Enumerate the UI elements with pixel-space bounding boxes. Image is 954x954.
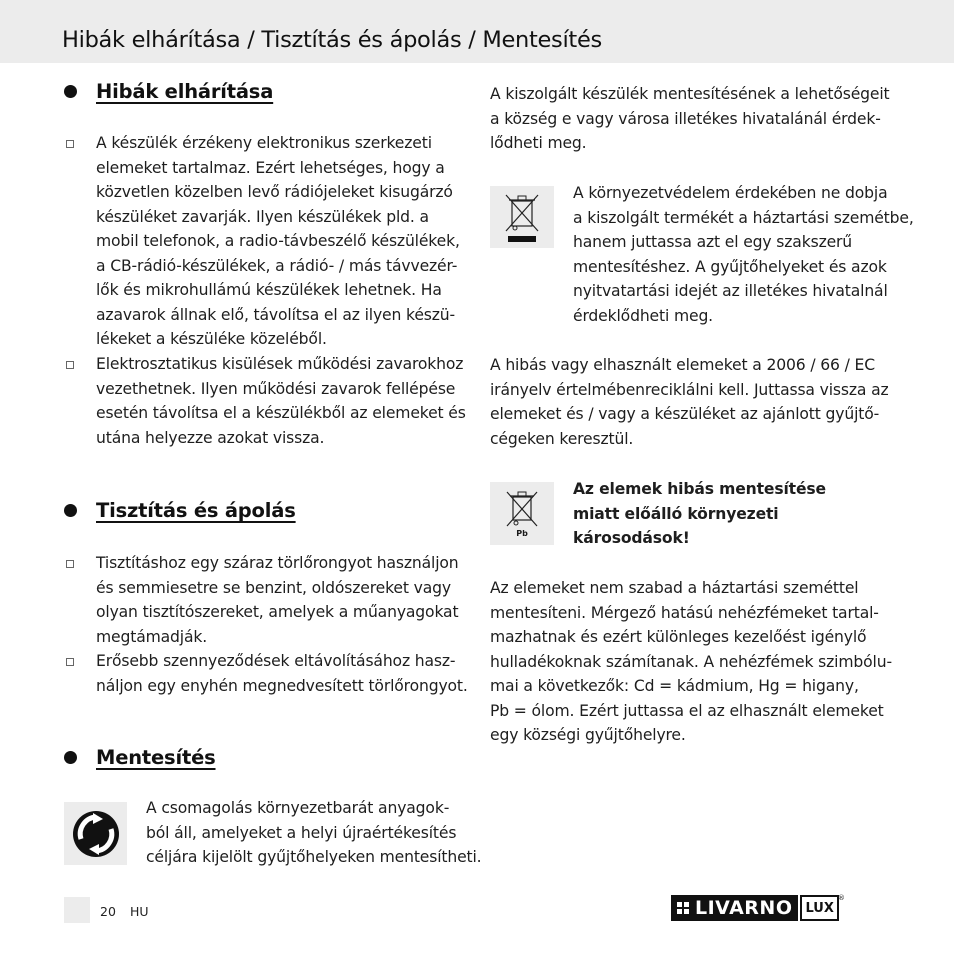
- page-number: 20: [100, 904, 116, 919]
- text-line: és semmiesetre se benzint, oldószereket vagy: [96, 578, 451, 597]
- battery-bin-icon: [504, 489, 540, 531]
- text-line: a kiszolgált termékét a háztartási szemétbe,: [573, 208, 914, 227]
- text-line: cégeken keresztül.: [490, 429, 634, 448]
- section-heading-troubleshooting: [64, 80, 273, 103]
- text-line: károsodások!: [573, 529, 690, 547]
- checkbox-bullet-icon: [66, 658, 74, 666]
- text-line: hanem juttassa azt el egy szakszerű: [573, 233, 853, 251]
- text-line: nyitvatartási idejét az illetékes hivatalnál: [573, 282, 888, 300]
- text-line: érdeklődheti meg.: [573, 306, 713, 325]
- heading-text: Tisztítás és ápolás: [96, 499, 296, 522]
- text-line: vezethetnek. Ilyen működési zavarok fellépése: [96, 379, 456, 398]
- text-line: lődheti meg.: [490, 134, 587, 152]
- text-line: hulladékoknak számítanak. A nehézfémek szimbólu-: [490, 652, 892, 671]
- text-line: azavarok állnak elő, távolítsa el az ilyen készü-: [96, 305, 456, 324]
- list-item-text: [96, 649, 468, 698]
- text-line: lékeket a készüléke közeléből.: [96, 330, 327, 348]
- language-code: HU: [130, 904, 149, 919]
- list-item-text: [96, 131, 460, 352]
- text-line: a község e vagy városa illetékes hivatalánál érdek-: [490, 109, 881, 128]
- text-line: esetén távolítsa el a készülékből az elemeket és: [96, 404, 466, 422]
- pb-label: Pb: [516, 529, 528, 538]
- list-item-text: [96, 352, 466, 450]
- logo-sub: [800, 894, 845, 921]
- text-line: A kiszolgált készülék mentesítésének a lehetőségeit: [490, 85, 890, 103]
- battery-icon-box: [490, 482, 554, 545]
- text-line: A csomagolás környezetbarát anyagok-: [146, 799, 450, 817]
- text-line: mentesítéshez. A gyűjtőhelyeket és azok: [573, 257, 887, 276]
- text-line: A hibás vagy elhasznált elemeket a 2006 / 66 / EC: [490, 356, 875, 374]
- heading-bullet-icon: [64, 85, 77, 98]
- text-line: mentesíteni. Mérgező hatású nehézfémeket tartal-: [490, 603, 879, 622]
- logo-sub-text: LUX: [805, 900, 834, 916]
- page-title: Hibák elhárítása / Tisztítás és ápolás / Mentesítés: [62, 27, 602, 53]
- text-line: egy községi gyűjtőhelyre.: [490, 726, 686, 744]
- text-line: miatt előálló környezeti: [573, 504, 779, 523]
- checkbox-bullet-icon: [66, 560, 74, 568]
- checkbox-bullet-icon: [66, 140, 74, 148]
- recycling-icon: [71, 809, 121, 859]
- text-line: olyan tisztítószereket, amelyek a műanyagokat: [96, 603, 459, 621]
- text-line: a CB-rádió-készülékek, a rádió- / más távvezér-: [96, 256, 458, 275]
- checkbox-bullet-icon: [66, 361, 74, 369]
- text-line: A környezetvédelem érdekében ne dobja: [573, 184, 888, 202]
- logo-main-text: LIVARNO: [695, 897, 793, 919]
- text-line: közvetlen közelben levő rádiójeleket kisugárzó: [96, 183, 453, 201]
- heavy-metal-text: [490, 576, 892, 748]
- section-heading-disposal: [64, 746, 216, 769]
- text-line: készüléket zavarják. Ilyen készülékek pld. a: [96, 207, 429, 226]
- weee-icon-box: [490, 186, 554, 248]
- battery-warning-text: [573, 477, 826, 551]
- text-line: Erősebb szennyeződések eltávolításához hasz-: [96, 652, 456, 670]
- weee-text: [573, 181, 914, 328]
- page-number-box: [64, 897, 90, 923]
- heading-text: Hibák elhárítása: [96, 80, 274, 103]
- text-line: Tisztításhoz egy száraz törlőrongyot használjon: [96, 554, 459, 572]
- section-heading-cleaning: [64, 499, 296, 522]
- battery-text: [490, 353, 889, 451]
- text-line: lők és mikrohullámú készülékek lehetnek. Ha: [96, 281, 442, 299]
- text-line: irányelv értelmébenreciklálni kell. Juttassa vissza az: [490, 380, 889, 399]
- heading-bullet-icon: [64, 504, 77, 517]
- packaging-text: [146, 796, 482, 870]
- list-item-text: [96, 551, 459, 649]
- text-line: elemeket tartalmaz. Ezért lehetséges, hogy a: [96, 158, 445, 177]
- text-line: ból áll, amelyeket a helyi újraértékesítés: [146, 823, 457, 842]
- text-line: Az elemeket nem szabad a háztartási szeméttel: [490, 579, 859, 597]
- logo-main: [671, 895, 798, 921]
- crossed-out-bin-icon: [502, 191, 542, 243]
- text-line: elemeket és / vagy a készüléket az ajánlott gyűjtő-: [490, 405, 880, 423]
- text-line: Pb = ólom. Ezért juttassa el az elhasznált elemeket: [490, 701, 884, 720]
- text-line: mazhatnak és ezért különleges kezelőést igénylő: [490, 628, 867, 646]
- text-line: utána helyezze azokat vissza.: [96, 428, 325, 447]
- disposal-intro-text: [490, 82, 890, 156]
- text-line: céljára kijelölt gyűjtőhelyeken mentesítheti.: [146, 848, 482, 866]
- text-line: náljon egy enyhén megnedvesített törlőrongyot.: [96, 676, 468, 695]
- text-line: mobil telefonok, a radio-távbeszélő készülékek,: [96, 232, 460, 250]
- text-line: A készülék érzékeny elektronikus szerkezeti: [96, 134, 432, 152]
- recycling-icon-box: [64, 802, 127, 865]
- text-line: mai a következők: Cd = kádmium, Hg = higany,: [490, 677, 859, 695]
- heading-bullet-icon: [64, 751, 77, 764]
- text-line: megtámadják.: [96, 627, 208, 646]
- heading-text: Mentesítés: [96, 746, 216, 769]
- text-line: Elektrosztatikus kisülések működési zavarokhoz: [96, 355, 464, 373]
- text-line: Az elemek hibás mentesítése: [573, 480, 826, 498]
- brand-logo: [671, 894, 845, 921]
- registered-mark: ®: [837, 894, 845, 902]
- logo-grid-icon: [677, 902, 689, 914]
